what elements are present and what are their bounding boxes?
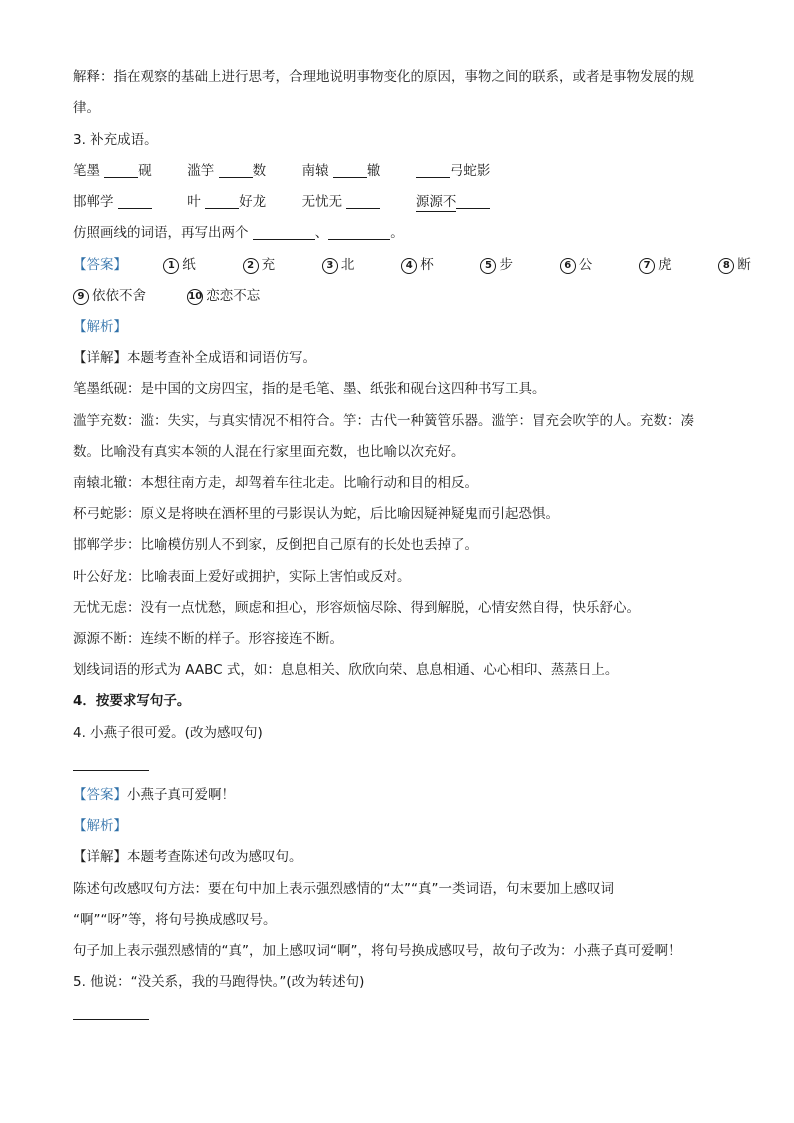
- explanation-line-1: 解释：指在观察的基础上进行思考，合理地说明事物变化的原因，事物之间的联系，或者是事物发展的规: [73, 69, 694, 85]
- idiom-row-1: [73, 162, 754, 180]
- method-note: 陈述句改感叹句方法：要在句中加上表示强烈感情的“太”“真”一类词语，句末要加上感叹词: [73, 881, 614, 897]
- explanation-line-2: 律。: [73, 100, 100, 116]
- answer-item: 8 断: [718, 256, 751, 274]
- idiom-note: 无忧无虑：没有一点忧愁，顾虑和担心，形容烦恼尽除、得到解脱，心情安然自得，快乐舒心。: [73, 600, 640, 616]
- idiom-note: 数。比喻没有真实本领的人混在行家里面充数，也比喻以次充好。: [73, 444, 465, 460]
- imitate-prompt: 仿照画线的词语，再写出两个 、 。: [73, 225, 404, 241]
- question-5-title: 5. 他说：“没关系，我的马跑得快。”(改为转述句): [73, 974, 365, 990]
- idiom-note: 邯郸学步：比喻模仿别人不到家，反倒把自己原有的长处也丢掉了。: [73, 537, 478, 553]
- question-4-answer: [73, 786, 754, 804]
- idiom-note: 源源不断：连续不断的样子。形容接连不断。: [73, 631, 343, 647]
- idiom-item: 无忧无: [302, 193, 412, 211]
- answer-blank[interactable]: [104, 163, 138, 178]
- answer-blank[interactable]: [333, 163, 367, 178]
- answer-item: 5 步: [480, 256, 555, 274]
- idiom-note: 划线词语的形式为 AABC 式，如：息息相关、欣欣向荣、息息相通、心心相印、蒸蒸日上。: [73, 662, 619, 678]
- idiom-note: 杯弓蛇影：原义是将映在酒杯里的弓影误认为蛇，后比喻因疑神疑鬼而引起恐惧。: [73, 506, 559, 522]
- idiom-item-underlined: 源源不: [416, 193, 491, 211]
- answer-blank[interactable]: [328, 225, 390, 240]
- idiom-note: 笔墨纸砚：是中国的文房四宝，指的是毛笔、墨、纸张和砚台这四种书写工具。: [73, 381, 546, 397]
- section-4-title: 4．按要求写句子。: [73, 693, 191, 709]
- method-note: 句子加上表示强烈感情的“真”，加上感叹词“啊”，将句号换成感叹号，故句子改为：小燕子真可爱啊！: [73, 943, 682, 959]
- idiom-item: 南辕 辙: [301, 163, 381, 179]
- idiom-note: 叶公好龙：比喻表面上爱好或拥护，实际上害怕或反对。: [73, 569, 411, 585]
- question-3-answers-row-1: [73, 256, 754, 274]
- answer-item: 9 依依不舍: [73, 287, 183, 305]
- answer-item: 4 杯: [401, 256, 476, 274]
- answer-item: 6 公: [560, 256, 635, 274]
- idiom-note: 滥竽充数：滥：失实，与真实情况不相符合。竽：古代一种簧管乐器。滥竽：冒充会吹竽的人。充数：凑: [73, 413, 694, 429]
- answer-item: 1 纸: [163, 256, 238, 274]
- answer-text: 小燕子真可爱啊！: [127, 787, 235, 803]
- answer-item: 2 充: [243, 256, 318, 274]
- answer-item: 3 北: [322, 256, 397, 274]
- answer-line[interactable]: [73, 770, 149, 771]
- question-4-title: 4. 小燕子很可爱。(改为感叹句): [73, 725, 263, 741]
- detail-line: 【详解】本题考查陈述句改为感叹句。: [73, 849, 303, 865]
- answer-item: 7 虎: [639, 256, 714, 274]
- question-3-title: 3. 补充成语。: [73, 132, 158, 148]
- idiom-row-2: [73, 193, 754, 211]
- answer-blank[interactable]: [346, 194, 380, 209]
- idiom-note: 南辕北辙：本想往南方走，却驾着车往北走。比喻行动和目的相反。: [73, 475, 478, 491]
- idiom-item: 邯郸学: [73, 193, 183, 211]
- analysis-label: 【解析】: [73, 319, 127, 335]
- idiom-item: 笔墨 砚: [73, 163, 152, 179]
- idiom-item: 叶 好龙: [187, 194, 267, 210]
- answer-label: 【答案】: [73, 787, 127, 803]
- idiom-item: 弓蛇影: [416, 162, 491, 180]
- answer-label: 【答案】: [73, 257, 127, 273]
- analysis-label: 【解析】: [73, 818, 127, 834]
- answer-line[interactable]: [73, 1019, 149, 1020]
- answer-blank[interactable]: [253, 225, 315, 240]
- answer-blank[interactable]: [416, 163, 450, 178]
- detail-line: 【详解】本题考查补全成语和词语仿写。: [73, 350, 316, 366]
- answer-blank[interactable]: [205, 194, 239, 209]
- answer-item: 10 恋恋不忘: [188, 288, 261, 304]
- question-3-answers-row-2: [73, 287, 754, 305]
- answer-blank[interactable]: [219, 163, 253, 178]
- answer-blank[interactable]: [118, 194, 152, 209]
- idiom-item: 滥竽 数: [187, 163, 267, 179]
- method-note: “啊”“呀”等，将句号换成感叹号。: [73, 912, 277, 928]
- answer-blank[interactable]: [456, 194, 490, 209]
